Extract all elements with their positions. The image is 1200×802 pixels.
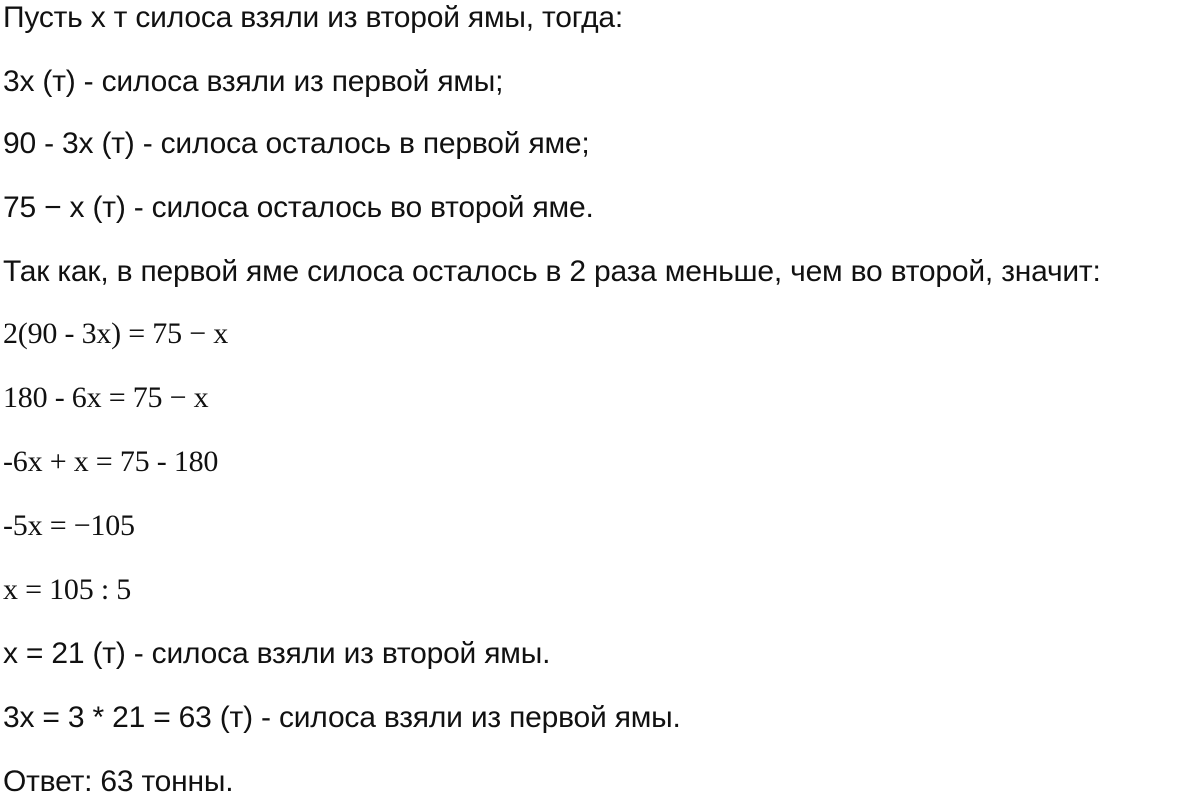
first-pit-result-line: 3x = 3 * 21 = 63 (т) - силоса взяли из первой ямы. (3, 701, 681, 734)
equation-simplified-line: -5x = −105 (3, 509, 135, 542)
first-pit-remaining-line: 90 - 3x (т) - силоса осталось в первой яме; (3, 127, 590, 160)
second-pit-result-line: x = 21 (т) - силоса взяли из второй ямы. (3, 637, 551, 670)
condition-line: Так как, в первой яме силоса осталось в 2 раза меньше, чем во второй, значит: (3, 255, 1101, 288)
equation-line: 2(90 - 3x) = 75 − x (3, 317, 229, 350)
first-pit-taken-line: 3x (т) - силоса взяли из первой ямы; (3, 65, 504, 98)
intro-line: Пусть x т силоса взяли из второй ямы, тогда: (3, 1, 624, 34)
answer-line: Ответ: 63 тонны. (3, 765, 234, 798)
equation-expanded-line: 180 - 6x = 75 − x (3, 381, 209, 414)
equation-grouped-line: -6x + x = 75 - 180 (3, 445, 219, 478)
equation-division-line: x = 105 : 5 (3, 573, 132, 606)
second-pit-remaining-line: 75 − x (т) - силоса осталось во второй яме. (3, 191, 594, 224)
